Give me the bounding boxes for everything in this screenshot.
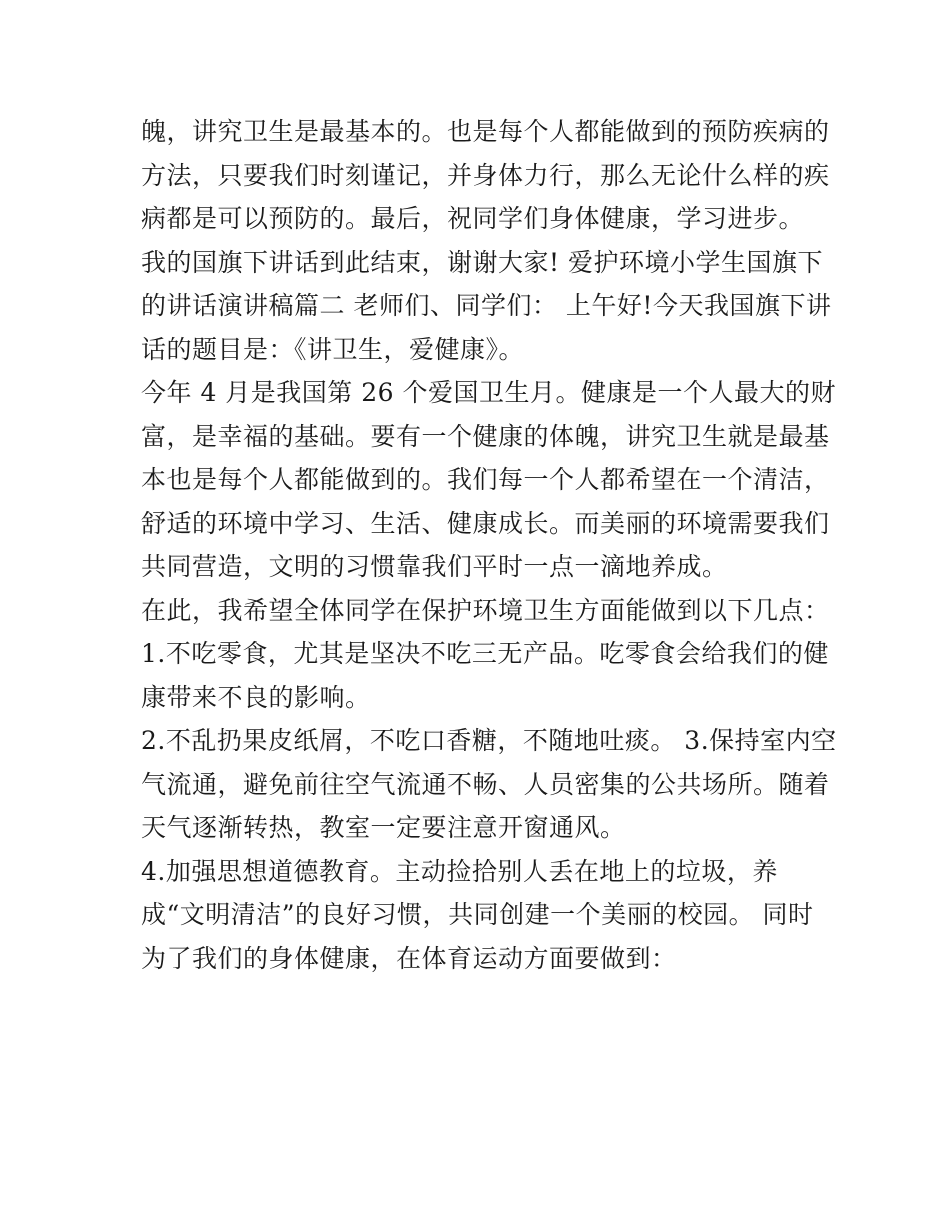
text-line: 气流通，避免前往空气流通不畅、人员密集的公共场所。随着: [141, 769, 830, 799]
text-line: 为了我们的身体健康，在体育运动方面要做到：: [141, 943, 677, 973]
text-line: 天气逐渐转热，教室一定要注意开窗通风。: [141, 813, 626, 842]
text-line: 话的题目是：《讲卫生，爱健康》。: [141, 334, 525, 364]
text-line: 在此，我希望全体同学在保护环境卫生方面能做到以下几点：: [141, 595, 830, 625]
document-body: [141, 110, 837, 980]
text-line: 的讲话演讲稿篇二 老师们、同学们： 上午好!今天我国旗下讲: [141, 291, 832, 320]
text-line: 本也是每个人都能做到的。我们每一个人都希望在一个清洁，: [141, 465, 830, 494]
text-line: 病都是可以预防的。最后，祝同学们身体健康，学习进步。: [141, 204, 805, 233]
text-line: 富，是幸福的基础。要有一个健康的体魄，讲究卫生就是最基: [141, 421, 830, 451]
text-line: 共同营造，文明的习惯靠我们平时一点一滴地养成。: [141, 552, 728, 581]
text-line: 我的国旗下讲话到此结束，谢谢大家! 爱护环境小学生国旗下: [141, 247, 823, 277]
text-line: 方法，只要我们时刻谨记，并身体力行，那么无论什么样的疾: [141, 160, 830, 190]
text-line: 4.加强思想道德教育。主动捡拾别人丢在地上的垃圾，养: [141, 856, 778, 886]
text-line: 魄，讲究卫生是最基本的。也是每个人都能做到的预防疾病的: [141, 117, 830, 146]
text-line: 成“文明清洁”的良好习惯，共同创建一个美丽的校园。 同时: [141, 900, 814, 929]
text-line: 2.不乱扔果皮纸屑，不吃口香糖，不随地吐痰。 3.保持室内空: [141, 726, 837, 755]
text-line: 今年 4 月是我国第 26 个爱国卫生月。健康是一个人最大的财: [141, 378, 837, 407]
text-line: 舒适的环境中学习、生活、健康成长。而美丽的环境需要我们: [141, 508, 830, 538]
text-line: 1.不吃零食，尤其是坚决不吃三无产品。吃零食会给我们的健: [141, 639, 829, 668]
text-line: 康带来不良的影响。: [141, 682, 371, 712]
